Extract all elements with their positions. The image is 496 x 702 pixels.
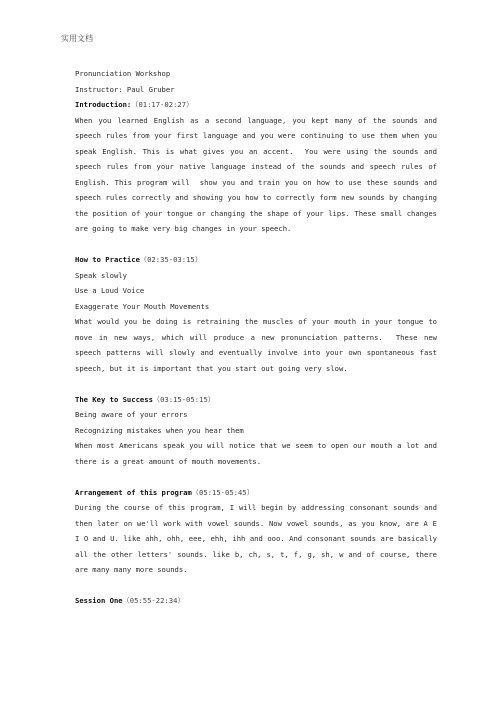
intro-heading: Introduction: <box>75 100 132 109</box>
practice-heading-line <box>75 252 437 268</box>
success-item: Being aware of your errors <box>75 410 188 419</box>
practice-item: Exaggerate Your Mouth Movements <box>75 301 210 311</box>
practice-item: Speak slowly <box>75 270 127 280</box>
success-heading-line <box>75 392 437 408</box>
session-heading-line <box>75 593 437 609</box>
document-title: Pronunciation Workshop <box>75 69 171 78</box>
page-header-mark: 实用文档 <box>61 34 93 43</box>
intro-paragraph: When you learned English as a second language, you kept many of the sounds and speech rules from your first language and you were continuing to use them when you speak English. This is what gives you an accent. You were using the sounds and speech rules from your native language instead of the sounds and speech rules of English. This program will show you and train you on how to use these sounds and speech rules correctly and showing you how to correctly form new sounds by changing the position of your tongue or changing the shape of your lips. These small changes are going to make very big changes in your speech. <box>75 115 442 233</box>
document-body <box>75 66 442 609</box>
practice-heading: How to Practice <box>75 255 140 264</box>
practice-time: （02:35-03:15） <box>139 255 202 264</box>
arrangement-heading-line <box>75 485 437 501</box>
arrangement-paragraph: During the course of this program, I will begin by addressing consonant sounds and then later on we'll work with vowel sounds. Now vowel sounds, as you know, are A E I O and U. like ahh, ohh, eee, ehh, ihh and ooo. And consonant sounds are basically all the other letters' sounds. like b, ch, s, t, f, g, sh, w and of course, there are many many more sounds. <box>75 503 442 574</box>
practice-item: Use a Loud Voice <box>75 286 145 295</box>
success-paragraph: When most Americans speak you will notice that we seem to open our mouth a lot and there is a great amount of mouth movements. <box>75 441 442 466</box>
arrangement-time: （05:15-05:45） <box>191 487 254 497</box>
success-time: （03:15-05:15） <box>152 394 215 404</box>
session-heading: Session One <box>75 596 123 605</box>
practice-paragraph: What would you be doing is retraining the muscles of your mouth in your tongue to move in new ways, which will produce a new pronunciation patterns. These new speech patterns will slowly and eventually involve into your own spontaneous fast speech, but it is important that you start out going very slow. <box>75 317 442 373</box>
session-time: （05:55-22:34） <box>122 596 185 605</box>
success-item: Recognizing mistakes when you hear them <box>75 425 244 435</box>
arrangement-heading: Arrangement of this program <box>75 487 192 497</box>
instructor-line: Instructor: Paul Gruber <box>75 84 175 94</box>
success-heading: The Key to Success <box>75 394 153 404</box>
intro-heading-line <box>75 97 437 113</box>
intro-time: （01:17-02:27） <box>131 100 194 109</box>
